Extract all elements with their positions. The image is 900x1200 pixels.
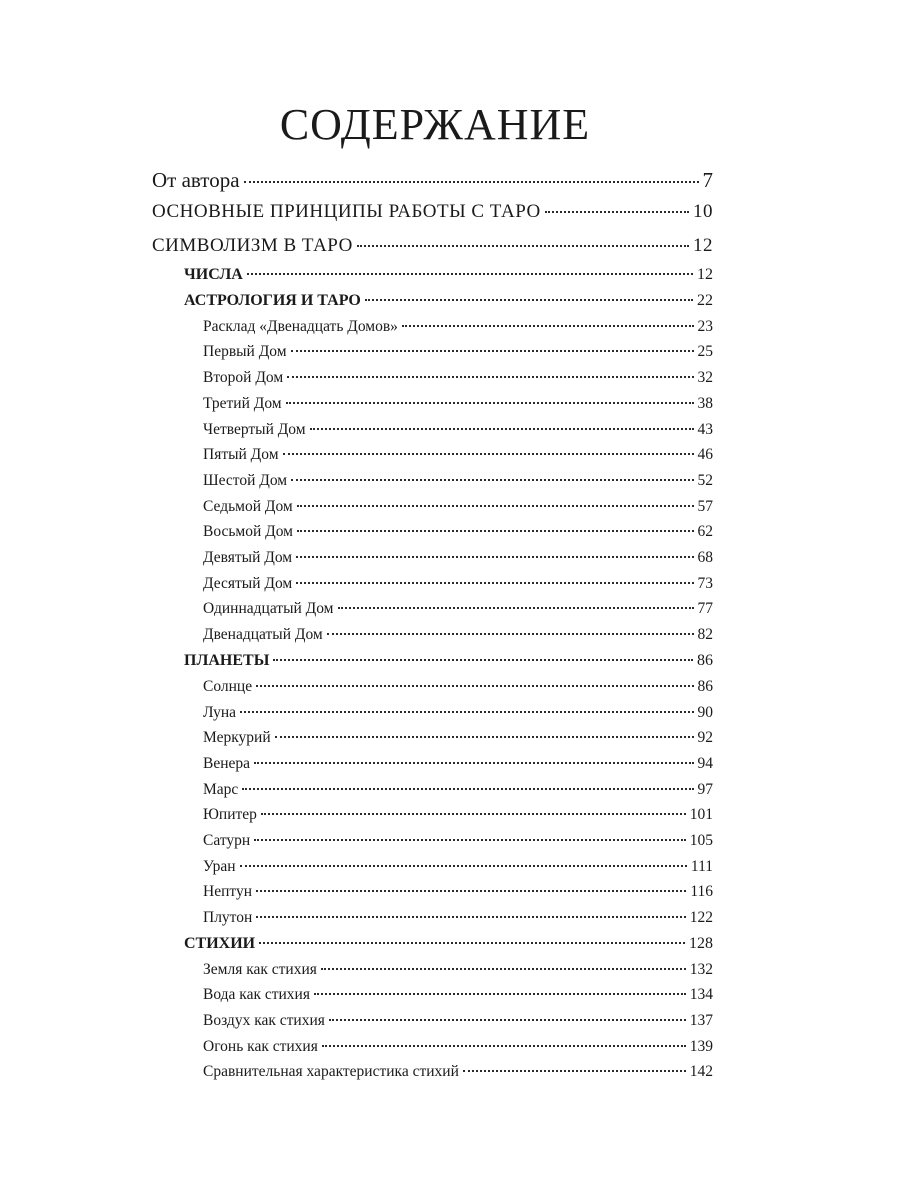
toc-entry-title: Десятый Дом xyxy=(203,575,293,592)
toc-entry-title: Солнце xyxy=(203,678,253,695)
toc-entry-third-house[interactable] xyxy=(203,395,713,413)
toc-entry-neptune[interactable] xyxy=(203,883,713,901)
toc-entry-page: 82 xyxy=(697,626,713,643)
toc-entry-page: 77 xyxy=(697,600,713,617)
toc-entry-title: Меркурий xyxy=(203,729,271,746)
toc-entry-title: Шестой Дом xyxy=(203,472,288,489)
dot-leader xyxy=(291,479,693,481)
toc-entry-page: 32 xyxy=(697,369,713,386)
toc-entry-uranus[interactable] xyxy=(203,858,713,876)
dot-leader xyxy=(296,556,693,558)
dot-leader xyxy=(240,865,687,867)
toc-entry-title: Седьмой Дом xyxy=(203,498,293,515)
toc-entry-page: 86 xyxy=(697,678,713,695)
dot-leader xyxy=(321,968,686,970)
toc-entry-page: 90 xyxy=(697,704,713,721)
toc-title: СОДЕРЖАНИЕ xyxy=(279,100,591,149)
toc-entry-title: Уран xyxy=(203,858,236,875)
toc-entry-title: Сравнительная характеристика стихий xyxy=(203,1063,459,1080)
dot-leader xyxy=(297,505,694,507)
dot-leader xyxy=(275,736,694,738)
dot-leader xyxy=(244,181,699,183)
toc-entry-earth[interactable] xyxy=(203,961,713,979)
toc-entry-water[interactable] xyxy=(203,986,713,1004)
toc-entry-title: Девятый Дом xyxy=(203,549,293,566)
toc-entry-numbers[interactable] xyxy=(184,266,713,284)
dot-leader xyxy=(273,659,693,661)
toc-entry-eighth-house[interactable] xyxy=(203,523,713,541)
dot-leader xyxy=(254,762,693,764)
toc-entry-page: 43 xyxy=(697,421,713,438)
toc-entry-title: Первый Дом xyxy=(203,343,287,360)
toc-entry-page: 38 xyxy=(697,395,713,412)
toc-entry-eleventh-house[interactable] xyxy=(203,600,713,618)
toc-entry-title: Расклад «Двенадцать Домов» xyxy=(203,318,398,335)
toc-entry-pluto[interactable] xyxy=(203,909,713,927)
dot-leader xyxy=(256,916,685,918)
toc-entry-title: Венера xyxy=(203,755,251,772)
toc-entry-page: 142 xyxy=(689,1063,713,1080)
dot-leader xyxy=(365,299,693,301)
toc-entry-tenth-house[interactable] xyxy=(203,575,713,593)
toc-entry-title: АСТРОЛОГИЯ И ТАРО xyxy=(184,292,361,309)
toc-entry-title: Сатурн xyxy=(203,832,251,849)
dot-leader xyxy=(322,1045,686,1047)
toc-entry-page: 137 xyxy=(689,1012,713,1029)
dot-leader xyxy=(357,245,689,247)
toc-entry-sixth-house[interactable] xyxy=(203,472,713,490)
toc-entry-page: 7 xyxy=(702,168,713,192)
toc-entry-saturn[interactable] xyxy=(203,832,713,850)
toc-entry-page: 22 xyxy=(697,292,713,309)
toc-entry-page: 139 xyxy=(689,1038,713,1055)
dot-leader xyxy=(283,453,694,455)
toc-entry-page: 12 xyxy=(693,235,713,256)
toc-entry-jupiter[interactable] xyxy=(203,806,713,824)
toc-entry-title: Огонь как стихия xyxy=(203,1038,318,1055)
dot-leader xyxy=(261,813,686,815)
toc-entry-seventh-house[interactable] xyxy=(203,498,713,516)
toc-entry-title: Пятый Дом xyxy=(203,446,279,463)
toc-entry-title: Вода как стихия xyxy=(203,986,310,1003)
dot-leader xyxy=(286,402,694,404)
toc-entry-house-spread[interactable] xyxy=(203,318,713,336)
toc-entry-title: ПЛАНЕТЫ xyxy=(184,652,270,669)
dot-leader xyxy=(291,350,694,352)
dot-leader xyxy=(240,711,693,713)
toc-entry-first-house[interactable] xyxy=(203,343,713,361)
dot-leader xyxy=(242,788,693,790)
toc-entry-fourth-house[interactable] xyxy=(203,421,713,439)
toc-entry-title: Двенадцатый Дом xyxy=(203,626,323,643)
toc-entry-title: Одиннадцатый Дом xyxy=(203,600,334,617)
toc-entry-venus[interactable] xyxy=(203,755,713,773)
toc-entry-page: 132 xyxy=(689,961,713,978)
toc-entry-page: 46 xyxy=(697,446,713,463)
toc-entry-title: Восьмой Дом xyxy=(203,523,293,540)
toc-entry-second-house[interactable] xyxy=(203,369,713,387)
toc-entry-title: Четвертый Дом xyxy=(203,421,306,438)
toc-entry-page: 92 xyxy=(697,729,713,746)
toc-entry-page: 94 xyxy=(697,755,713,772)
toc-entry-page: 116 xyxy=(690,883,713,900)
dot-leader xyxy=(329,1019,686,1021)
toc-entry-title: От автора xyxy=(152,168,240,192)
toc-entry-page: 62 xyxy=(697,523,713,540)
toc-entry-page: 12 xyxy=(697,266,713,283)
toc-entry-title: Земля как стихия xyxy=(203,961,317,978)
toc-entry-title: Воздух как стихия xyxy=(203,1012,325,1029)
toc-entry-ninth-house[interactable] xyxy=(203,549,713,567)
toc-entry-page: 52 xyxy=(697,472,713,489)
toc-entry-fifth-house[interactable] xyxy=(203,446,713,464)
dot-leader xyxy=(259,942,685,944)
toc-entry-title: Луна xyxy=(203,704,237,721)
toc-entry-title: СИМВОЛИЗМ В ТАРО xyxy=(152,235,353,256)
toc-entry-title: Второй Дом xyxy=(203,369,284,386)
toc-entry-page: 86 xyxy=(697,652,713,669)
toc-entry-air[interactable] xyxy=(203,1012,713,1030)
dot-leader xyxy=(338,607,694,609)
toc-entry-page: 101 xyxy=(689,806,713,823)
toc-entry-astrology[interactable] xyxy=(184,292,713,310)
dot-leader xyxy=(254,839,686,841)
toc-entry-elements[interactable] xyxy=(184,935,713,953)
toc-entry-title: СТИХИИ xyxy=(184,935,256,952)
toc-entry-page: 134 xyxy=(689,986,713,1003)
toc-entry-title: ОСНОВНЫЕ ПРИНЦИПЫ РАБОТЫ С ТАРО xyxy=(152,201,541,222)
dot-leader xyxy=(463,1070,686,1072)
toc-entry-page: 10 xyxy=(693,201,713,222)
toc-entry-title: Нептун xyxy=(203,883,252,900)
toc-entry-page: 57 xyxy=(697,498,713,515)
toc-entry-page: 128 xyxy=(689,935,713,952)
toc-entry-from-author[interactable] xyxy=(152,168,713,193)
toc-entry-fire[interactable] xyxy=(203,1038,713,1056)
dot-leader xyxy=(256,890,686,892)
toc-entry-twelfth-house[interactable] xyxy=(203,626,713,644)
toc-entry-symbolism[interactable] xyxy=(152,235,713,257)
toc-entry-title: Плутон xyxy=(203,909,253,926)
dot-leader xyxy=(402,325,694,327)
dot-leader xyxy=(256,685,693,687)
dot-leader xyxy=(296,582,693,584)
dot-leader xyxy=(297,530,694,532)
dot-leader xyxy=(247,273,693,275)
toc-entry-title: ЧИСЛА xyxy=(184,266,243,283)
toc-entry-title: Марс xyxy=(203,781,239,798)
toc-entry-sun[interactable] xyxy=(203,678,713,696)
toc-entry-page: 122 xyxy=(689,909,713,926)
toc-entry-title: Юпитер xyxy=(203,806,257,823)
toc-entry-comparison[interactable] xyxy=(203,1063,713,1081)
dot-leader xyxy=(545,211,689,213)
toc-entry-moon[interactable] xyxy=(203,704,713,722)
toc-entry-page: 73 xyxy=(697,575,713,592)
toc-entry-mars[interactable] xyxy=(203,781,713,799)
dot-leader xyxy=(310,428,694,430)
toc-entry-planets[interactable] xyxy=(184,652,713,670)
toc-entry-page: 97 xyxy=(697,781,713,798)
toc-entry-page: 105 xyxy=(689,832,713,849)
dot-leader xyxy=(314,993,686,995)
toc-entry-page: 68 xyxy=(697,549,713,566)
toc-entry-page: 25 xyxy=(697,343,713,360)
toc-entry-mercury[interactable] xyxy=(203,729,713,747)
dot-leader xyxy=(327,633,694,635)
toc-entry-title: Третий Дом xyxy=(203,395,282,412)
dot-leader xyxy=(287,376,693,378)
toc-entry-basic-principles[interactable] xyxy=(152,201,713,223)
toc-entry-page: 111 xyxy=(690,858,713,875)
toc-entry-page: 23 xyxy=(697,318,713,335)
